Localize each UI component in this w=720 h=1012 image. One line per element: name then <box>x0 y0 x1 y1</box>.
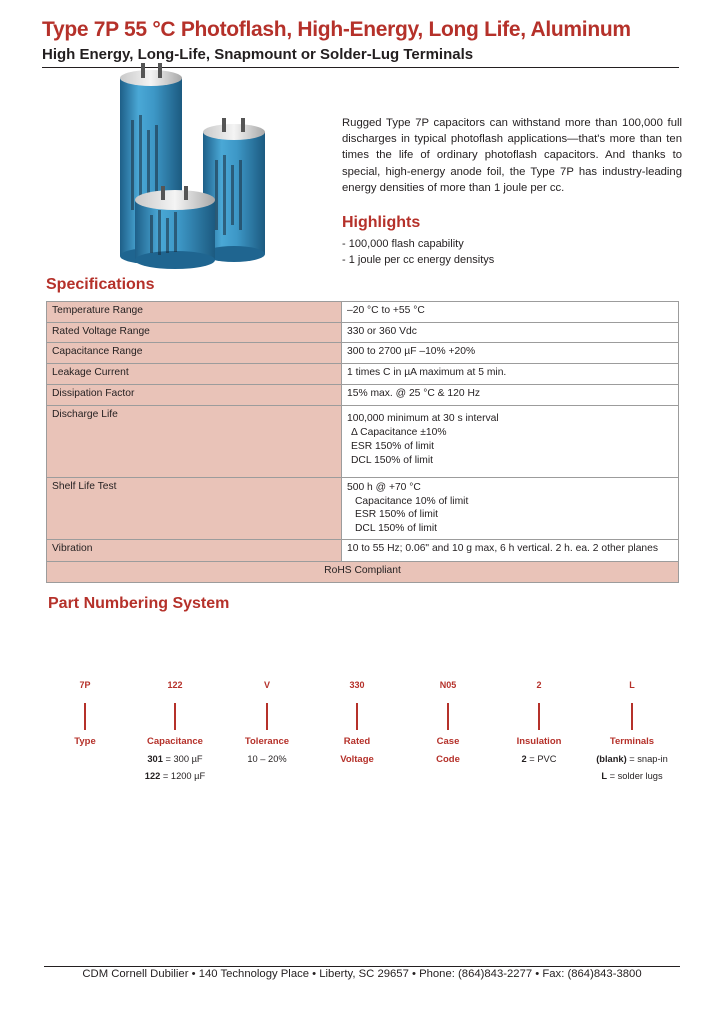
highlights-list <box>342 237 494 268</box>
spec-value: 15% max. @ 25 °C & 120 Hz <box>342 385 679 406</box>
pn-options-insulation: 2 = PVC <box>521 754 557 764</box>
spec-label: Vibration <box>47 540 342 562</box>
table-row <box>47 302 679 323</box>
pn-code-voltage: 330 <box>349 680 365 690</box>
spec-value: 300 to 2700 µF –10% +20% <box>342 343 679 364</box>
pn-connector-line <box>538 703 540 730</box>
pn-connector-line <box>447 703 449 730</box>
table-row <box>47 343 679 364</box>
pn-code-capacitance: 122 <box>167 680 183 690</box>
spec-label: Shelf Life Test <box>47 478 342 540</box>
table-row <box>47 385 679 406</box>
pn-code-terminals: L <box>629 680 635 690</box>
pn-connector-line <box>356 703 358 730</box>
pn-connector-line <box>84 703 86 730</box>
spec-label: Dissipation Factor <box>47 385 342 406</box>
pn-connector-line <box>174 703 176 730</box>
pn-code-case: N05 <box>439 680 457 690</box>
rohs-label: RoHS Compliant <box>47 562 679 583</box>
capacitor-photo <box>95 60 295 270</box>
table-row <box>47 406 679 478</box>
spec-label: Discharge Life <box>47 406 342 478</box>
highlights-heading: Highlights <box>342 214 421 231</box>
specifications-heading: Specifications <box>46 276 155 293</box>
footer-contact: CDM Cornell Dubilier • 140 Technology Place • Liberty, SC 29657 • Phone: (864)843-2277 • Fax: (864)843-3800 <box>82 968 642 980</box>
pn-name-tolerance: Tolerance <box>244 736 290 747</box>
pn-name-voltage: Rated Voltage <box>340 736 374 765</box>
spec-value: 500 h @ +70 °C Capacitance 10% of limit ESR 150% of limit DCL 150% of limit <box>342 478 679 540</box>
part-numbering-heading: Part Numbering System <box>48 595 230 612</box>
spec-label: Rated Voltage Range <box>47 323 342 343</box>
page-title: Type 7P 55 °C Photoflash, High-Energy, Long Life, Aluminum <box>42 18 631 41</box>
pn-options-tolerance: 10 – 20% <box>247 754 287 764</box>
spec-label: Temperature Range <box>47 302 342 323</box>
pn-connector-line <box>631 703 633 730</box>
spec-label: Capacitance Range <box>47 343 342 364</box>
pn-name-case: Case Code <box>436 736 460 765</box>
pn-name-capacitance: Capacitance <box>147 736 203 747</box>
spec-value: –20 °C to +55 °C <box>342 302 679 323</box>
page-subtitle: High Energy, Long-Life, Snapmount or Solder-Lug Terminals <box>42 46 474 63</box>
pn-connector-line <box>266 703 268 730</box>
highlight-item: - 100,000 flash capability <box>342 238 464 250</box>
pn-code-insulation: 2 <box>536 680 542 690</box>
spec-value: 1 times C in µA maximum at 5 min. <box>342 364 679 385</box>
intro-paragraph: Rugged Type 7P capacitors can withstand more than 100,000 full discharges in typical photoflash applications—that's more than ten times the life of ordinary photoflash capacitors. And thanks to special, high-energy anode foil, the Type 7P has industry-leading energy densities of more than 1 joule per cc. <box>342 117 682 194</box>
spec-value: 10 to 55 Hz; 0.06" and 10 g max, 6 h vertical. 2 h. ea. 2 other planes <box>342 540 679 562</box>
spec-value: 100,000 minimum at 30 s interval Δ Capacitance ±10% ESR 150% of limit DCL 150% of limit <box>342 406 679 478</box>
rohs-row <box>47 562 679 583</box>
pn-code-tolerance: V <box>263 680 270 690</box>
highlight-item: - 1 joule per cc energy densitys <box>342 253 495 266</box>
table-row <box>47 478 679 540</box>
specifications-table <box>46 301 679 583</box>
table-row <box>47 323 679 343</box>
pn-name-terminals: Terminals <box>609 736 655 747</box>
footer-divider <box>44 966 680 967</box>
pn-options-capacitance: 301 = 300 µF 122 = 1200 µF <box>144 754 206 781</box>
capacitor-short <box>135 186 215 269</box>
spec-value: 330 or 360 Vdc <box>342 323 679 343</box>
pn-name-type: Type <box>74 736 96 747</box>
table-row <box>47 540 679 562</box>
pn-options-terminals: (blank) = snap-in L = solder lugs <box>596 754 668 781</box>
pn-code-type: 7P <box>79 680 91 690</box>
spec-label: Leakage Current <box>47 364 342 385</box>
table-row <box>47 364 679 385</box>
pn-name-insulation: Insulation <box>516 736 562 747</box>
